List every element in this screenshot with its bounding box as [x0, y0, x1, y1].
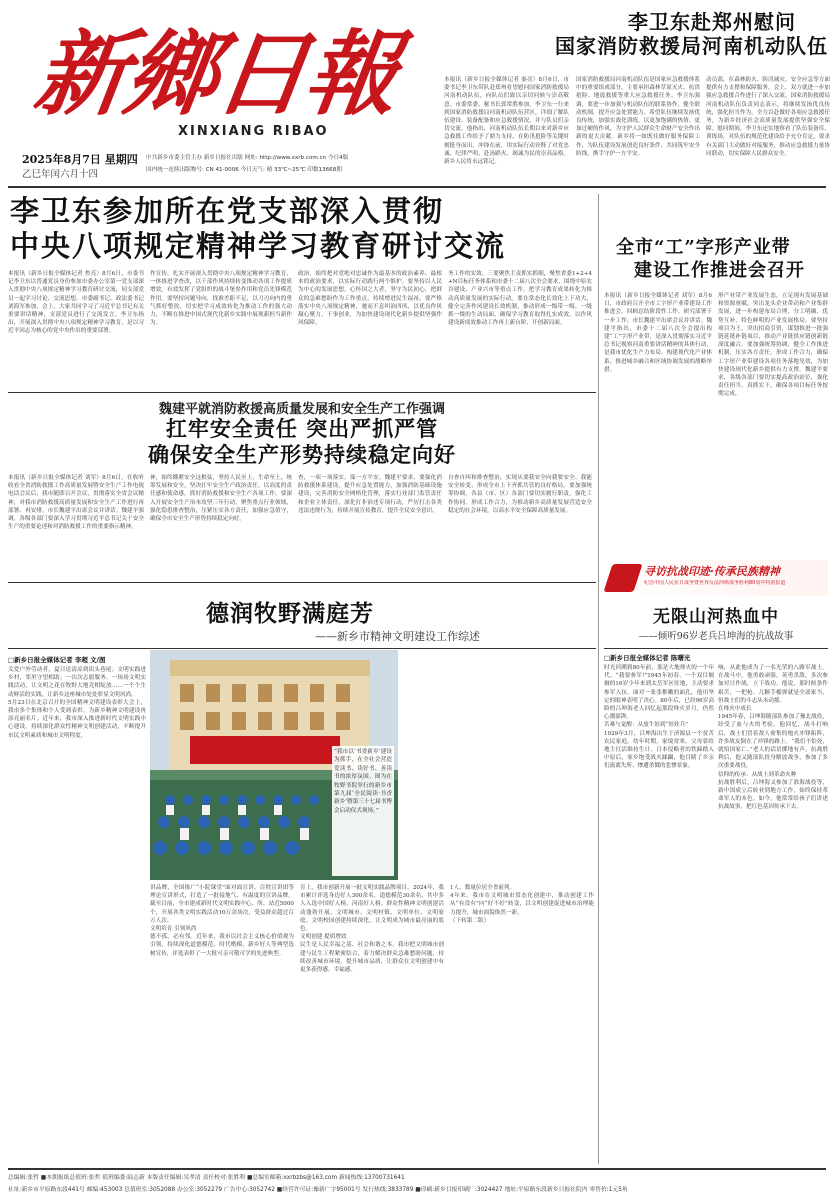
top-right-headline — [448, 10, 828, 58]
virtue-photo — [150, 650, 398, 880]
main-col1: 本报讯（新乡日报全媒体记者 焦亮）8月6日，市委书记李卫东以普通党员身份参加市委办公室第一党支部深入贯彻中央八项规定精神学习教育研讨交流，同支部党员一起学习讨论、交流思想。市委副书记、政法委书记刘海军参加。会上，大家共同学习了习近平总书记有关重要讲话精神，支部党员进行了交流发言。李卫东指出，开展深入贯彻中央八项规定精神学习教育，是以习近平同志为核心的党中央作出的重要部署。 — [8, 271, 144, 335]
ad-banner-emblem — [603, 564, 642, 592]
industry-headline — [604, 236, 828, 282]
main-col2: 作宣传，扎实开展深入贯彻中央八项规定精神学习教育，一体推进学查改，以干部作风持续转变推动各项工作提质增效。有效发挥了党组织的战斗堡垒作用和党员先锋模范作用。要坚持问题导向，找准差距不足，以刀刃向内的勇气抓好整改，切实把学习成效转化为推动工作的强大动力，不断在推进中国式现代化新乡实践中展现新担当新作为。 — [150, 271, 292, 327]
virtue-rule — [8, 648, 596, 649]
masthead-logo: 新鄉日報 — [28, 20, 404, 128]
safety-col4: 自查自纠和排查整治，实现从要我安全向我要安全、我能安全转变，形成全市上下齐抓共管的良好格局。要加强统筹协调，各县（市、区）各部门要切实履行职责，强化工作协同，形成工作合力，为推动新乡高质量发展营造安全稳定的社会环境，以高水平安全保障高质量发展。 — [448, 475, 592, 514]
safety-kicker: 魏建平就消防救援高质量发展和安全生产工作强调 — [158, 402, 445, 417]
photo-caption: “我市以‘书香新乡’建设为抓手，在全社会营造爱读书、读好书、善读书的浓厚氛围。图为在牧野书院举行的新乡市第九届‘全民阅读·书香新乡’暨第三十七届书博会启动仪式现场。” — [332, 746, 394, 876]
main-col4: 务工作的实效。三要聚焦主责抓实抓细，聚焦省委1+2+4+N目标任务体系和市委十二届八次全会要求，围绕中原农谷建设、产业兴市等重点工作，把学习教育成果转化为推动高质量发展的实际行动。要在常态化长效化上下功夫，健全完善作风建设长效机制，推动形成一级带一级、一级抓一级的生动局面，确保学习教育取得扎实成效，以作风建设新成效推动工作再上新台阶、开创新局面。 — [448, 271, 592, 327]
safety-headline-line1: 扛牢安全责任 突出严抓严管 — [165, 416, 439, 441]
top-right-col1: 本报讯（新乡日报全媒体记者 秦亮）8月6日，市委书记李卫东带队赴郑州看望慰问国家消防救援局河南机动队伍，向队员们致以亲切问候与崇高敬意。市委常委、秘书长郭常胜参加。李卫东一行来到国家消防救援局河南机动队伍营区，详细了解队伍建设、装备配备和应急救援情况，并与队员们亲切交流。他指出，河南机动队伍长期以来对新乡应急救援工作给予了鼎力支持，在防汛抢险等关键时刻挺身而出、冲锋在前，用实际行动诠释了对党忠诚、纪律严明、赴汤蹈火、竭诚为民的崇高品格。新乡人民将永远铭记。 — [444, 77, 569, 166]
main-headline-line2: 中央八项规定精神学习教育研讨交流 — [10, 229, 507, 263]
top-right-headline-line1: 李卫东赴郑州慰问 — [628, 10, 796, 34]
main-headline — [6, 194, 594, 264]
publication-info-2: 国内统一连续出版物号: CN 41-0006 今日天气: 晴 33℃~25℃ 印数13668期 — [146, 167, 342, 173]
resistance-rule — [604, 648, 828, 649]
virtue-subheadline: ——新乡市精神文明建设工作综述 — [315, 630, 480, 643]
industry-headline-line2: 建设工作推进会召开 — [634, 260, 805, 281]
footer-line2: 社址:新乡市平原路东段441号 邮编:453003 总值班室:3052088 办公室:3052279 广告中心:3052742 ■经营许可证:豫新广字95001号 发行热线:3833789 ■印刷:新乡日报印刷厂:3024427 地址:平原路东段新乡日报社院内 零售价:1元5角 — [8, 1187, 628, 1193]
safety-col3: 查，一项一项落实，保一方平安。魏建平要求，要强化消防救援体系建设，提升应急处置能力，加强消防基础设施建设，完善消防安全网格化管理，落实行业部门监管责任和企业主体责任，深化打非治违专项行动，严厉打击各类违法违规行为，持续开展宣传教育，提升全民安全意识。 — [298, 475, 442, 514]
safety-divider — [8, 582, 596, 583]
lunar-date: 乙巳年闰六月十四 — [22, 169, 99, 180]
virtue-col3: 育上，我市创新开展一批文明实践品牌项目。2024年，我市累计评选身边好人300余名，道德模范30余名，其中多人入选中国好人榜、河南好人榜。群众性精神文明创建活动蓬勃开展，文明城市、文明村镇、文明单位、文明家庭、文明校园创建持续深化，让文明成为城市最亮丽的底色。 文明创建 提质增效 民生是人民幸福之基、社会和谐之本。我市把文明城市创建与民生工程紧密结合，着力解决群众急难愁盼问题，持续改善城市环境，提升城市品质，让群众在文明创建中有更多获得感、幸福感。 — [300, 885, 444, 974]
masthead — [0, 0, 440, 190]
main-headline-line1: 李卫东参加所在党支部深入贯彻 — [10, 194, 445, 228]
publication-info: 中共新乡市委主管主办 新乡日报社出版 网址: http://www.xxrb.com.cn 今日4版 — [146, 155, 349, 161]
virtue-byline: □新乡日报全媒体记者 李超 文/图 — [8, 656, 106, 664]
industry-col2: 形产业带产业发展生态，立足现有发展基础和资源禀赋，突出龙头企业带动和产业集群发展，进一步构建布局合理、分工明确、优势互补、特色鲜明的产业发展格局。要坚持项目为王，突出招商引资，谋划推进一批强链延链补链项目，推动产业链供应链创新链深度融合。要加强统筹协调，健全工作推进机制，压实各方责任，形成工作合力，确保工字形产业带建设各项任务落地见效，为加快建设现代化新乡提供有力支撑。魏建平要求，各级各部门要切实提高政治站位，强化责任担当，真抓实干，确保各项目标任务按期完成。 — [718, 293, 828, 398]
ad-banner-slogan: 寻访抗战印迹·传承民族精神 — [644, 565, 780, 578]
virtue-headline: 德润牧野满庭芳 — [206, 600, 374, 627]
top-right-headline-line2: 国家消防救援局河南机动队伍 — [555, 34, 828, 58]
safety-col2: 神，始终绷紧安全这根弦，坚持人民至上、生命至上，统筹发展和安全，坚决扛牢安全生产政治责任，以高度的责任感和使命感，抓好消防救援和安全生产各项工作。要深入开展安全生产治本攻坚三年行动，聚焦重点行业领域，强化隐患排查整治，压紧压实各方责任，加强应急值守，确保全市安全生产形势持续稳定向好。 — [150, 475, 292, 523]
right-column-divider — [598, 194, 599, 1164]
safety-headline — [8, 416, 596, 468]
resistance-subheadline: ——倾听96岁老兵吕坤海的抗战故事 — [638, 631, 794, 642]
safety-col1: 本报讯（新乡日报全媒体记者 刘军）8月6日，在收听收看全省消防救援工作高质量发展暨安全生产工作电视电话会议后，我市随即召开会议，贯彻落实全省会议精神，对我市消防救援高质量发展和安全生产工作进行再部署、再安排。市长魏建平出席会议并讲话。魏建平强调，各级各部门要深入学习贯彻习近平总书记关于安全生产的重要论述和对消防救援工作的重要指示精神。 — [8, 475, 144, 531]
ad-banner — [604, 560, 828, 596]
resistance-headline: 无限山河热血中 — [653, 607, 779, 627]
main-col3: 政治，始终把对党绝对忠诚作为最基本的政治素养、最根本的政治要求，以实际行动践行两个维护。要坚持以人民为中心的发展思想，心怀国之大者，坚守为民初心，把群众的急难愁盼作为工作重点，持续增进民生福祉。要严格落实中央八项规定精神，驰而不息纠治四风，以优良作风凝心聚力、干事创业，为加快建设现代化新乡提供坚强作风保障。 — [298, 271, 442, 327]
industry-col1: 本报讯（新乡日报全媒体记者 刘军）8月6日，市政府召开全市工字形产业带建设工作推进会，回顾总结阶段性工作，研究部署下一步工作。市长魏建平出席会议并讲话。魏建平指出，市委十二届八次全会提出构建“工”字形产业带，是深入贯彻落实习近平总书记视察河南重要讲话精神的具体行动，是我市优化生产力布局、构建现代化产业体系、推进城乡融合和区域协调发展的战略举措。 — [604, 293, 712, 373]
virtue-col4: 1人、数量位居全省前列。 4年来，我市在文明城市常态化创建中，推动创建工作从“有没有”向“好不好”转变，以文明创建促进城市治理能力提升，城市面貌焕然一新。 （下转第二版） — [450, 885, 594, 924]
main-divider — [8, 392, 596, 393]
industry-headline-line1: 全市“工”字形产业带 — [616, 237, 791, 258]
footer-rule-top — [8, 1168, 826, 1170]
resistance-col1: 时光回溯到80年前，那是大地烽火的一个年代。“我要参军!”1945年初春，一个双目炯炯的16岁少年来到太岳军区驻地，主动要求参军入伍。面对一张张稚嫩的面孔，他用坚定的眼神表明了决心。80年后，已经96岁高龄的吕坤海老人回忆起那段烽火岁月，仍然心潮澎湃。 苦难与觉醒：从放牛娃到“娃娃兵” 1929年3月，吕坤海出生于济源县一个贫苦农民家庭。幼年时期，家境贫寒，父母靠给地主扛活维持生计。日本侵略者的铁蹄踏入中原后，家乡饱受战火蹂躏，他目睹了乡亲们流离失所、惨遭杀戮的悲惨景象。 — [604, 665, 714, 770]
masthead-pinyin: XINXIANG RIBAO — [178, 124, 329, 139]
ad-banner-sub: 纪念中国人民抗日战争暨世界反法西斯战争胜利80周年特别报道 — [644, 580, 786, 586]
footer-line1: 总编辑:张哲 ■本期报纸总值班:张哲 值班编委:陆志新 本版责任编辑:吴孝清 责任校对:张胜利 ■总编室邮箱:xxrbzbs@163.com 新闻热线:13700731641 — [8, 1175, 405, 1181]
masthead-divider — [8, 186, 826, 188]
virtue-col1: 关爱户外劳动者，夏日送清凉到街头巷尾；文明实践进乡村，邻里守望相助；一次次志愿服务、一场场文明实践活动，让文明之花在牧野大地竞相绽放……一个个生动鲜活的实践，让新乡这座城市处处彰显文明风尚。 5月23日在北京召开的全国精神文明建设表彰大会上，我市多个集体和个人受到表彰，为新乡精神文明建设再添亮丽名片。近年来，我市深入推进新时代文明实践中心建设，持续深化群众性精神文明创建活动，不断提升市民文明素质和城市文明程度。 — [8, 667, 146, 739]
safety-headline-line2: 确保安全生产形势持续稳定向好 — [148, 442, 456, 467]
resistance-byline: □新乡日报全媒体记者 陈曙光 — [604, 654, 691, 662]
virtue-col2: 讲品牌，全国推广“小院课堂”面对面宣讲、百姓宣讲团等理论宣讲形式，打造了一批接地气、有温度的宣讲品牌。截至目前，全市建成新时代文明实践中心、所、站近5000个，开展各类文明实践活动10万余场次，受益群众超过百万人次。 文明培育 引领风尚 德不孤，必有邻。近年来，我市以社会主义核心价值观为引领，持续深化道德模范、时代楷模、新乡好人等典型选树宣传，评选表彰了一大批可亲可敬可学的先进典型。 — [150, 885, 294, 957]
issue-date: 2025年8月7日 星期四 — [22, 153, 138, 166]
resistance-col2: 响，从此他成为了一名光荣的八路军战士。在战斗中，他勇敢顽强，英勇杀敌，多次参加对日作战，立下战功。他说，那时候条件艰苦，一把枪、几颗手榴弹就是全部家当，但战士们的斗志从未动摇。 在烽火中成长 1945年春，吕坤海随部队参加了豫北战役，经受了血与火的考验。他回忆，战斗打响后，战士们冒着敌人密集的炮火冲锋陷阵，许多战友倒在了冲锋的路上。“我们不怕死，就怕国家亡。”老人的话语掷地有声。抗战胜利后，他又随部队投身解放战争，参加了多次重要战役。 信仰的传承：从战士到革命火种 抗战胜利后，吕坤海又参加了淮海战役等，新中国成立后转业到地方工作，始终保持革命军人的本色。如今，他常常给孩子们讲述抗战故事，把红色基因传承下去。 — [718, 665, 828, 811]
top-right-col3: 动员部，在森林防火、防汛减灾、安全应急等方面提供有力支撑和保障服务。会上，双方就进一步加强应急救援合作进行了深入交流。国家消防救援局河南机动队伍负责同志表示，将继续发扬优良传统，强化担当作为，全力以赴做好各项应急救援任务，为新乡经济社会高质量发展提供坚强安全保障。慰问期间，李卫东还实地察看了队伍装备库、训练场，对队伍的规范化建设给予充分肯定，要求有关部门主动做好对接服务，推动应急救援力量协同联动，切实保障人民群众安全。 — [706, 77, 830, 157]
top-right-col2: 国家消防救援局河南机动队伍是国家应急救援体系中的重要组成部分，主要承担森林草原灭火、抗洪抢险、地震救援等重大应急救援任务。李卫东强调，要进一步加强与机动队伍的联系协作，健全联动机制，提升应急处置能力。希望队伍继续发扬优良传统，加强实战化训练，以更加饱满的热情、更加过硬的作风，为守护人民群众生命财产安全作出新的更大贡献。新乡将一如既往做好服务保障工作，为队伍建设发展创造良好条件，共同筑牢安全防线，携手守护一方平安。 — [576, 77, 700, 157]
